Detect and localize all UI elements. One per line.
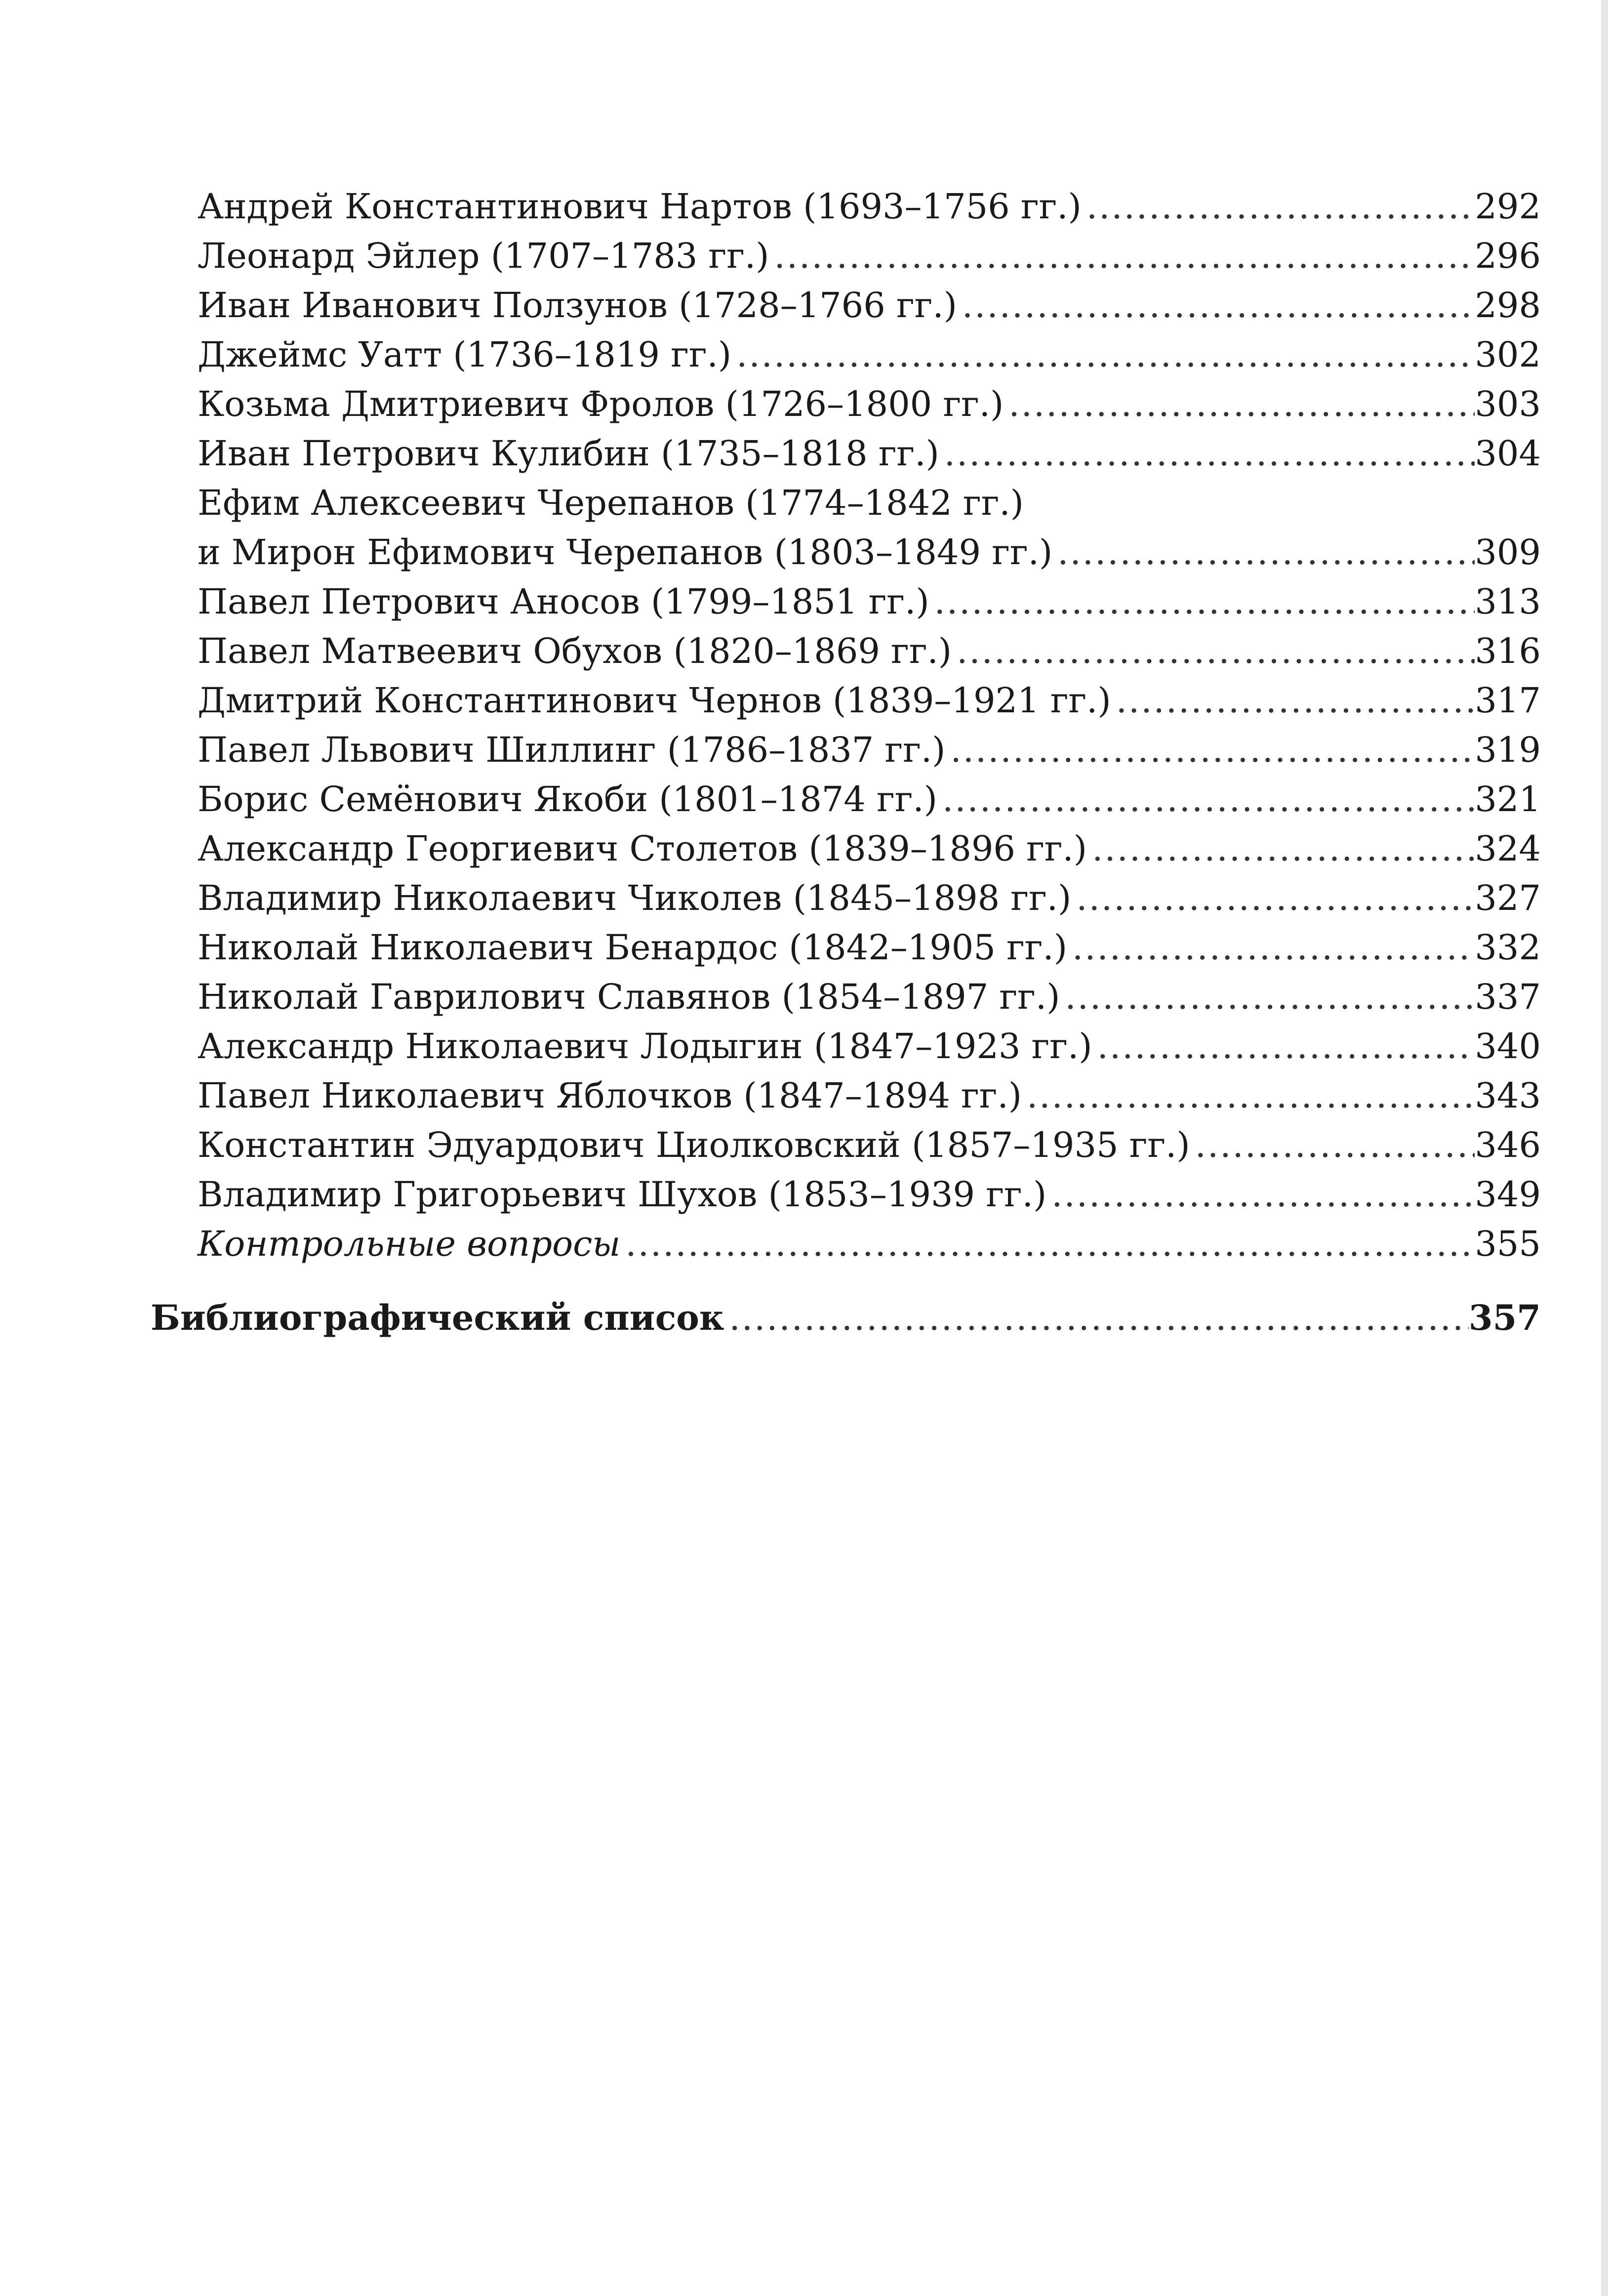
toc-entry: Павел Николаевич Яблочков (1847–1894 гг.) ..... 343	[198, 1071, 1541, 1120]
toc-entry: Владимир Николаевич Чиколев (1845–1898 гг.) ..... 327	[198, 873, 1541, 923]
dot-leader	[1092, 1022, 1475, 1071]
dot-leader	[1111, 676, 1475, 725]
dot-leader	[724, 1293, 1468, 1343]
dot-leader	[929, 577, 1475, 626]
dot-leader	[1082, 182, 1475, 231]
toc-entry: Павел Матвеевич Обухов (1820–1869 гг.) ..... 316	[198, 626, 1541, 676]
dot-leader	[937, 775, 1475, 824]
toc-entry: Николай Николаевич Бенардос (1842–1905 гг.) ..... 332	[198, 923, 1541, 972]
toc-entry: Андрей Константинович Нартов (1693–1756 гг.) ..... 292	[198, 182, 1541, 231]
dot-leader	[1004, 379, 1475, 429]
toc-entry: Александр Николаевич Лодыгин (1847–1923 гг.) ..... 340	[198, 1022, 1541, 1071]
dot-leader	[1190, 1120, 1475, 1170]
dot-leader	[1046, 1170, 1475, 1219]
dot-leader	[957, 281, 1475, 330]
dot-leader	[1052, 528, 1475, 577]
toc-entry: Козьма Дмитриевич Фролов (1726–1800 гг.) ..... 303	[198, 379, 1541, 429]
toc-entry: Борис Семёнович Якоби (1801–1874 гг.) ..... 321	[198, 775, 1541, 824]
toc-entry: Владимир Григорьевич Шухов (1853–1939 гг.) ..... 349	[198, 1170, 1541, 1219]
table-of-contents	[151, 182, 1541, 1343]
toc-entry: Леонард Эйлер (1707–1783 гг.) ..... 296	[198, 231, 1541, 281]
dot-leader	[1022, 1071, 1475, 1120]
toc-entry-bibliography: Библиографический список ..... 357	[151, 1293, 1541, 1343]
toc-entry: Иван Петрович Кулибин (1735–1818 гг.) ..... 304	[198, 429, 1541, 478]
toc-entry: Дмитрий Константинович Чернов (1839–1921 гг.) ..... 317	[198, 676, 1541, 725]
toc-entry: Иван Иванович Ползунов (1728–1766 гг.) ..... 298	[198, 281, 1541, 330]
toc-entry: Павел Львович Шиллинг (1786–1837 гг.) ..... 319	[198, 725, 1541, 775]
toc-entry-review-questions: Контрольные вопросы ..... 355	[198, 1219, 1541, 1269]
dot-leader	[939, 429, 1475, 478]
dot-leader	[1087, 824, 1475, 873]
dot-leader	[945, 725, 1475, 775]
toc-entry: Константин Эдуардович Циолковский (1857–1935 гг.) ..... 346	[198, 1120, 1541, 1170]
dot-leader	[620, 1219, 1475, 1269]
dot-leader	[1067, 923, 1475, 972]
toc-entry: Ефим Алексеевич Черепанов (1774–1842 гг.)	[198, 483, 1024, 523]
toc-entry: Джеймс Уатт (1736–1819 гг.) ..... 302	[198, 330, 1541, 379]
dot-leader	[1071, 873, 1475, 923]
page-edge	[1601, 0, 1608, 2296]
toc-entry: и Мирон Ефимович Черепанов (1803–1849 гг.) ..... 309	[198, 528, 1541, 577]
dot-leader	[1060, 972, 1475, 1022]
toc-entry: Павел Петрович Аносов (1799–1851 гг.) ..... 313	[198, 577, 1541, 626]
dot-leader	[769, 231, 1475, 281]
dot-leader	[731, 330, 1475, 379]
dot-leader	[952, 626, 1475, 676]
toc-entry: Александр Георгиевич Столетов (1839–1896 гг.) ..... 324	[198, 824, 1541, 873]
toc-entry: Николай Гаврилович Славянов (1854–1897 гг.) ..... 337	[198, 972, 1541, 1022]
